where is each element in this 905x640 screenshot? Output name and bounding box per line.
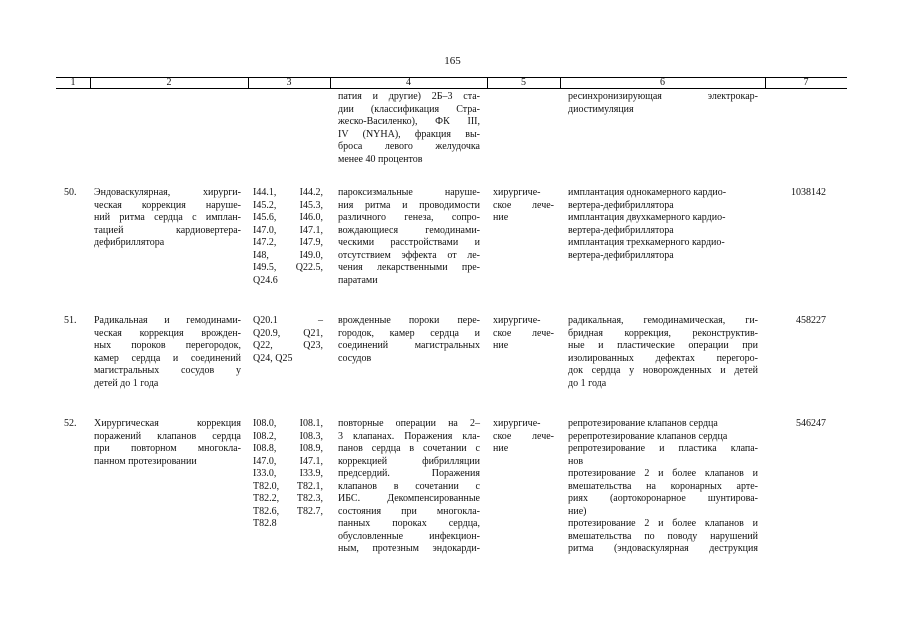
treatment-type: хирургиче- ское лече- ние (493, 187, 554, 223)
header-col-4: 4 (406, 77, 411, 88)
treatment-method: репротезирование клапанов сердца ререпротезирование клапанов сердца репротезирование и пластика клапа- нов протезирование 2 и более клапанов и вмешательства на коронарных арте- риях (аортокоронарное шунтирова- ние) протезирование 2 и более клапанов и вмешательства по поводу нарушений ритма (эндоваскулярная деструкция (568, 418, 758, 554)
icd-codes: Q20.1 – Q20.9, Q21, Q22, Q23, Q24, Q25 (253, 315, 323, 364)
treatment-method: имплантация однокамерного кардио- вертера-дефибриллятора имплантация двухкамерного кардио- вертера-дефибриллятора имплантация трехкамерного кардио- вертера-дефибриллятора (568, 187, 727, 261)
patient-condition: пароксизмальные наруше- ния ритма и проводимости различного генеза, сопро- вождающиеся гемодинами- ческими расстройствами и отсутствием эффекта от ле- чения лекарственными пре- паратами (338, 187, 480, 286)
icd-codes: I08.0, I08.1, I08.2, I08.3, I08.8, I08.9, I47.0, I47.1, I33.0, I33.9, T82.0, T82.1, T82.2, T82.3, T82.6, T82.7, T82.8 (253, 418, 323, 529)
treatment-method: радикальная, гемодинамическая, ги- бридная коррекция, реконструктив- ные и пластические операции при изолированных дефектах перегоро- док сердца у новорожденных и детей до 1 года (568, 315, 758, 389)
patient-condition: врожденные пороки пере- городок, камер сердца и соединений магистральных сосудов (338, 315, 480, 364)
row-number: 52. (64, 418, 77, 429)
procedure-name: Эндоваскулярная, хирурги- ческая коррекция наруше- ний ритма сердца с имплан- тацией кардиовертера- дефибриллятора (94, 187, 241, 248)
header-col-1: 1 (70, 77, 76, 88)
header-col-3: 3 (286, 77, 292, 88)
row-number: 50. (64, 187, 77, 198)
cost-norm: 1038142 (791, 187, 826, 198)
row-number: 51. (64, 315, 77, 326)
treatment-type: хирургиче- ское лече- ние (493, 418, 554, 454)
continuation-condition: патия и другие) 2Б–3 ста- дии (классификация Стра- жеско-Василенко), ФК III, IV (NYHA), фракция вы- броса левого желудочка менее 40 процентов (338, 91, 480, 165)
patient-condition: повторные операции на 2– 3 клапанах. Поражения кла- панов сердца в сочетании с коррекцией фибрилляции предсердий. Поражения клапанов в сочетании с ИБС. Декомпенсированные состояния при многокла- панных пороках сердца, обусловленные инфекцион- ным, протезным эндокарди- (338, 418, 480, 554)
page-number: 165 (444, 55, 461, 67)
header-bottom-rule (56, 88, 847, 89)
icd-codes: I44.1, I44.2, I45.2, I45.3, I45.6, I46.0, I47.0, I47.1, I47.2, I47.9, I48, I49.0, I49.5, Q22.5, Q24.6 (253, 187, 323, 286)
procedure-name: Хирургическая коррекция поражений клапанов сердца при повторном многокла- панном протезировании (94, 418, 241, 467)
cost-norm: 458227 (796, 315, 826, 326)
header-col-6: 6 (660, 77, 665, 88)
header-col-2: 2 (166, 77, 172, 88)
procedure-name: Радикальная и гемодинами- ческая коррекция врожден- ных пороков перегородок, камер сердца и соединений магистральных сосудов у детей до 1 года (94, 315, 241, 389)
header-col-7: 7 (803, 77, 809, 88)
treatment-type: хирургиче- ское лече- ние (493, 315, 554, 351)
cost-norm: 546247 (796, 418, 826, 429)
continuation-method: ресинхронизирующая электрокар- диостимуляция (568, 91, 758, 115)
header-col-5: 5 (521, 77, 526, 88)
